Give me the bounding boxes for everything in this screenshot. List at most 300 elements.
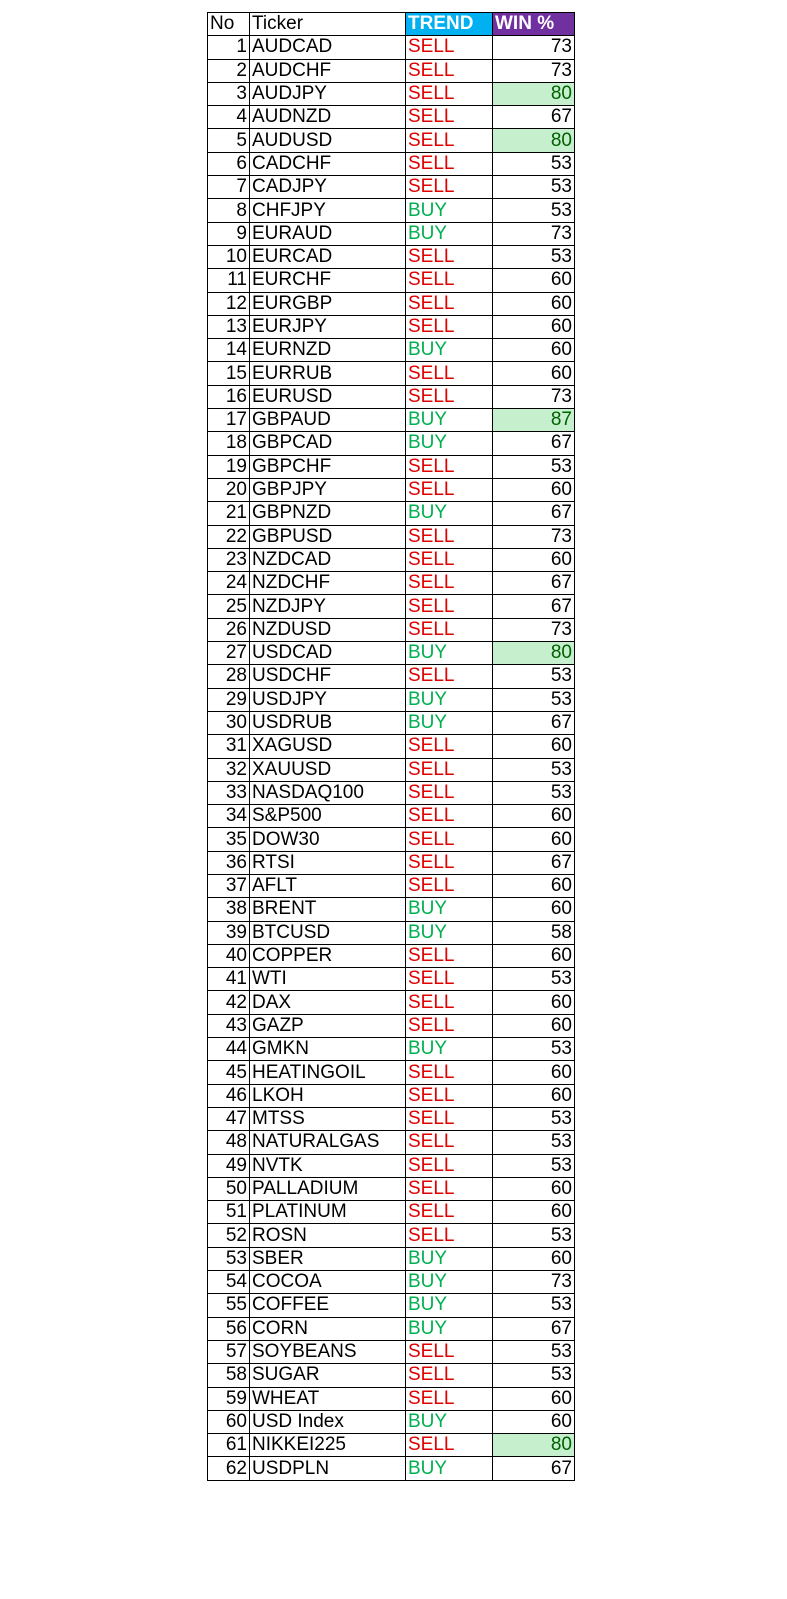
table-row [208, 665, 575, 688]
trend-cell: SELL [406, 1364, 493, 1387]
trend-cell: BUY [406, 688, 493, 711]
row-number: 1 [208, 36, 250, 59]
table-row [208, 874, 575, 897]
table-row [208, 385, 575, 408]
trend-cell: SELL [406, 1061, 493, 1084]
trend-cell: SELL [406, 362, 493, 385]
row-number: 23 [208, 548, 250, 571]
table-row [208, 1247, 575, 1270]
trend-cell: SELL [406, 1131, 493, 1154]
ticker-cell: CHFJPY [250, 199, 406, 222]
row-number: 14 [208, 339, 250, 362]
trend-cell: SELL [406, 59, 493, 82]
trend-cell: SELL [406, 1014, 493, 1037]
trend-cell: SELL [406, 36, 493, 59]
win-percent-cell: 60 [493, 1201, 575, 1224]
win-percent-cell: 87 [493, 409, 575, 432]
table-row [208, 805, 575, 828]
table-row [208, 1224, 575, 1247]
table-row [208, 222, 575, 245]
ticker-cell: NATURALGAS [250, 1131, 406, 1154]
win-percent-cell: 60 [493, 898, 575, 921]
trend-cell: SELL [406, 82, 493, 105]
win-percent-cell: 73 [493, 222, 575, 245]
win-percent-cell: 60 [493, 805, 575, 828]
ticker-cell: NZDJPY [250, 595, 406, 618]
trend-cell: SELL [406, 1434, 493, 1457]
win-percent-cell: 67 [493, 711, 575, 734]
table-row [208, 409, 575, 432]
ticker-cell: WTI [250, 968, 406, 991]
ticker-cell: USD Index [250, 1410, 406, 1433]
ticker-cell: GBPUSD [250, 525, 406, 548]
win-percent-cell: 60 [493, 1387, 575, 1410]
table-row [208, 1364, 575, 1387]
table-row [208, 1410, 575, 1433]
row-number: 21 [208, 502, 250, 525]
table-row [208, 106, 575, 129]
row-number: 58 [208, 1364, 250, 1387]
row-number: 47 [208, 1107, 250, 1130]
row-number: 44 [208, 1038, 250, 1061]
win-percent-cell: 67 [493, 432, 575, 455]
row-number: 59 [208, 1387, 250, 1410]
row-number: 18 [208, 432, 250, 455]
table-row [208, 688, 575, 711]
trend-cell: BUY [406, 1038, 493, 1061]
ticker-cell: HEATINGOIL [250, 1061, 406, 1084]
trend-cell: SELL [406, 595, 493, 618]
row-number: 24 [208, 572, 250, 595]
table-row [208, 432, 575, 455]
row-number: 11 [208, 269, 250, 292]
row-number: 38 [208, 898, 250, 921]
win-percent-cell: 53 [493, 455, 575, 478]
ticker-cell: EURGBP [250, 292, 406, 315]
trend-cell: SELL [406, 152, 493, 175]
win-percent-cell: 67 [493, 106, 575, 129]
trend-cell: SELL [406, 572, 493, 595]
trend-cell: SELL [406, 245, 493, 268]
row-number: 35 [208, 828, 250, 851]
table-row [208, 129, 575, 152]
ticker-cell: XAUUSD [250, 758, 406, 781]
signals-table [207, 12, 575, 1481]
row-number: 28 [208, 665, 250, 688]
win-percent-cell: 60 [493, 991, 575, 1014]
row-number: 46 [208, 1084, 250, 1107]
ticker-cell: USDCAD [250, 642, 406, 665]
trend-cell: BUY [406, 339, 493, 362]
ticker-cell: USDRUB [250, 711, 406, 734]
trend-cell: SELL [406, 1201, 493, 1224]
win-percent-cell: 73 [493, 525, 575, 548]
row-number: 8 [208, 199, 250, 222]
table-row [208, 991, 575, 1014]
table-row [208, 595, 575, 618]
row-number: 3 [208, 82, 250, 105]
win-percent-cell: 60 [493, 1061, 575, 1084]
row-number: 9 [208, 222, 250, 245]
row-number: 37 [208, 874, 250, 897]
row-number: 55 [208, 1294, 250, 1317]
win-percent-cell: 53 [493, 1131, 575, 1154]
ticker-cell: ROSN [250, 1224, 406, 1247]
table-row [208, 1201, 575, 1224]
ticker-cell: NZDUSD [250, 618, 406, 641]
ticker-cell: AUDCAD [250, 36, 406, 59]
row-number: 52 [208, 1224, 250, 1247]
ticker-cell: USDPLN [250, 1457, 406, 1480]
row-number: 25 [208, 595, 250, 618]
table-row [208, 642, 575, 665]
win-percent-cell: 60 [493, 735, 575, 758]
row-number: 20 [208, 478, 250, 501]
trend-cell: SELL [406, 781, 493, 804]
win-percent-cell: 53 [493, 1224, 575, 1247]
trend-cell: SELL [406, 968, 493, 991]
win-percent-cell: 53 [493, 1038, 575, 1061]
trend-cell: BUY [406, 1247, 493, 1270]
ticker-cell: DOW30 [250, 828, 406, 851]
table-row [208, 1061, 575, 1084]
table-row [208, 292, 575, 315]
ticker-cell: BTCUSD [250, 921, 406, 944]
ticker-cell: SBER [250, 1247, 406, 1270]
win-percent-cell: 53 [493, 176, 575, 199]
table-row [208, 548, 575, 571]
row-number: 5 [208, 129, 250, 152]
row-number: 12 [208, 292, 250, 315]
trend-cell: SELL [406, 1154, 493, 1177]
ticker-cell: NASDAQ100 [250, 781, 406, 804]
table-row [208, 898, 575, 921]
trend-cell: SELL [406, 176, 493, 199]
table-row [208, 315, 575, 338]
trend-cell: SELL [406, 525, 493, 548]
win-percent-cell: 80 [493, 129, 575, 152]
trend-cell: SELL [406, 665, 493, 688]
trend-cell: BUY [406, 1457, 493, 1480]
table-row [208, 1107, 575, 1130]
table-row [208, 851, 575, 874]
row-number: 36 [208, 851, 250, 874]
trend-cell: SELL [406, 1340, 493, 1363]
table-row [208, 362, 575, 385]
ticker-cell: USDJPY [250, 688, 406, 711]
win-percent-cell: 67 [493, 1317, 575, 1340]
table-row [208, 269, 575, 292]
row-number: 10 [208, 245, 250, 268]
win-percent-cell: 58 [493, 921, 575, 944]
trend-cell: SELL [406, 106, 493, 129]
row-number: 17 [208, 409, 250, 432]
win-percent-cell: 80 [493, 642, 575, 665]
table-row [208, 1014, 575, 1037]
trend-cell: SELL [406, 735, 493, 758]
row-number: 29 [208, 688, 250, 711]
row-number: 40 [208, 944, 250, 967]
win-percent-cell: 53 [493, 758, 575, 781]
ticker-cell: S&P500 [250, 805, 406, 828]
table-body [208, 36, 575, 1480]
ticker-cell: USDCHF [250, 665, 406, 688]
win-percent-cell: 67 [493, 1457, 575, 1480]
row-number: 57 [208, 1340, 250, 1363]
table-row [208, 478, 575, 501]
trend-cell: SELL [406, 944, 493, 967]
row-number: 27 [208, 642, 250, 665]
win-percent-cell: 53 [493, 245, 575, 268]
trend-cell: SELL [406, 1107, 493, 1130]
row-number: 42 [208, 991, 250, 1014]
row-number: 4 [208, 106, 250, 129]
win-percent-cell: 73 [493, 1271, 575, 1294]
header-trend: TREND [406, 13, 493, 36]
ticker-cell: GAZP [250, 1014, 406, 1037]
win-percent-cell: 67 [493, 572, 575, 595]
trend-cell: SELL [406, 758, 493, 781]
trend-cell: SELL [406, 548, 493, 571]
row-number: 61 [208, 1434, 250, 1457]
ticker-cell: AUDCHF [250, 59, 406, 82]
ticker-cell: NZDCHF [250, 572, 406, 595]
trend-cell: BUY [406, 1410, 493, 1433]
table-row [208, 921, 575, 944]
row-number: 49 [208, 1154, 250, 1177]
table-row [208, 245, 575, 268]
trend-cell: SELL [406, 991, 493, 1014]
table-row [208, 339, 575, 362]
ticker-cell: PALLADIUM [250, 1177, 406, 1200]
trend-cell: BUY [406, 1294, 493, 1317]
trend-cell: SELL [406, 874, 493, 897]
ticker-cell: CADJPY [250, 176, 406, 199]
row-number: 26 [208, 618, 250, 641]
table-row [208, 618, 575, 641]
trend-cell: SELL [406, 455, 493, 478]
row-number: 60 [208, 1410, 250, 1433]
table-row [208, 59, 575, 82]
trend-cell: SELL [406, 129, 493, 152]
ticker-cell: RTSI [250, 851, 406, 874]
ticker-cell: GBPCHF [250, 455, 406, 478]
win-percent-cell: 53 [493, 665, 575, 688]
ticker-cell: EURJPY [250, 315, 406, 338]
ticker-cell: COFFEE [250, 1294, 406, 1317]
row-number: 33 [208, 781, 250, 804]
ticker-cell: GBPNZD [250, 502, 406, 525]
ticker-cell: AUDNZD [250, 106, 406, 129]
ticker-cell: GBPAUD [250, 409, 406, 432]
table-row [208, 758, 575, 781]
table-row [208, 152, 575, 175]
row-number: 2 [208, 59, 250, 82]
table-row [208, 944, 575, 967]
table-row [208, 1294, 575, 1317]
table-row [208, 1131, 575, 1154]
win-percent-cell: 60 [493, 269, 575, 292]
win-percent-cell: 80 [493, 1434, 575, 1457]
table-row [208, 572, 575, 595]
trend-cell: BUY [406, 1271, 493, 1294]
row-number: 51 [208, 1201, 250, 1224]
win-percent-cell: 53 [493, 1154, 575, 1177]
table-row [208, 1317, 575, 1340]
trend-cell: BUY [406, 409, 493, 432]
row-number: 15 [208, 362, 250, 385]
win-percent-cell: 53 [493, 152, 575, 175]
ticker-cell: COPPER [250, 944, 406, 967]
ticker-cell: PLATINUM [250, 1201, 406, 1224]
table-row [208, 502, 575, 525]
row-number: 32 [208, 758, 250, 781]
trend-cell: SELL [406, 385, 493, 408]
ticker-cell: SUGAR [250, 1364, 406, 1387]
table-row [208, 781, 575, 804]
row-number: 30 [208, 711, 250, 734]
win-percent-cell: 60 [493, 362, 575, 385]
table-row [208, 1457, 575, 1480]
win-percent-cell: 67 [493, 595, 575, 618]
win-percent-cell: 67 [493, 851, 575, 874]
win-percent-cell: 60 [493, 828, 575, 851]
win-percent-cell: 60 [493, 1177, 575, 1200]
trend-cell: BUY [406, 921, 493, 944]
table-row [208, 1038, 575, 1061]
row-number: 19 [208, 455, 250, 478]
table-row [208, 1271, 575, 1294]
row-number: 50 [208, 1177, 250, 1200]
ticker-cell: EURCAD [250, 245, 406, 268]
table-row [208, 1084, 575, 1107]
ticker-cell: GBPCAD [250, 432, 406, 455]
table-row [208, 82, 575, 105]
ticker-cell: CADCHF [250, 152, 406, 175]
ticker-cell: GBPJPY [250, 478, 406, 501]
table-row [208, 828, 575, 851]
win-percent-cell: 53 [493, 781, 575, 804]
ticker-cell: NZDCAD [250, 548, 406, 571]
row-number: 62 [208, 1457, 250, 1480]
win-percent-cell: 60 [493, 315, 575, 338]
table-row [208, 735, 575, 758]
table-row [208, 1434, 575, 1457]
ticker-cell: WHEAT [250, 1387, 406, 1410]
ticker-cell: SOYBEANS [250, 1340, 406, 1363]
trend-cell: BUY [406, 1317, 493, 1340]
win-percent-cell: 53 [493, 1340, 575, 1363]
ticker-cell: NVTK [250, 1154, 406, 1177]
table-row [208, 199, 575, 222]
table-row [208, 711, 575, 734]
trend-cell: BUY [406, 898, 493, 921]
trend-cell: SELL [406, 478, 493, 501]
table-row [208, 1387, 575, 1410]
trend-cell: SELL [406, 1224, 493, 1247]
ticker-cell: LKOH [250, 1084, 406, 1107]
table-row [208, 1177, 575, 1200]
row-number: 56 [208, 1317, 250, 1340]
trend-cell: SELL [406, 292, 493, 315]
trend-cell: BUY [406, 222, 493, 245]
win-percent-cell: 60 [493, 1247, 575, 1270]
ticker-cell: GMKN [250, 1038, 406, 1061]
header-ticker: Ticker [250, 13, 406, 36]
table-row [208, 36, 575, 59]
trend-cell: SELL [406, 618, 493, 641]
trend-cell: SELL [406, 1177, 493, 1200]
row-number: 31 [208, 735, 250, 758]
win-percent-cell: 73 [493, 36, 575, 59]
row-number: 48 [208, 1131, 250, 1154]
row-number: 43 [208, 1014, 250, 1037]
ticker-cell: EURCHF [250, 269, 406, 292]
ticker-cell: MTSS [250, 1107, 406, 1130]
header-no: No [208, 13, 250, 36]
trend-cell: SELL [406, 315, 493, 338]
win-percent-cell: 60 [493, 339, 575, 362]
win-percent-cell: 60 [493, 292, 575, 315]
row-number: 54 [208, 1271, 250, 1294]
win-percent-cell: 73 [493, 385, 575, 408]
ticker-cell: COCOA [250, 1271, 406, 1294]
row-number: 7 [208, 176, 250, 199]
trend-cell: SELL [406, 851, 493, 874]
table-row [208, 1340, 575, 1363]
table-row [208, 968, 575, 991]
win-percent-cell: 60 [493, 1014, 575, 1037]
ticker-cell: EURNZD [250, 339, 406, 362]
win-percent-cell: 60 [493, 944, 575, 967]
trend-cell: BUY [406, 199, 493, 222]
trend-cell: SELL [406, 1084, 493, 1107]
win-percent-cell: 80 [493, 82, 575, 105]
win-percent-cell: 53 [493, 968, 575, 991]
row-number: 16 [208, 385, 250, 408]
win-percent-cell: 60 [493, 874, 575, 897]
ticker-cell: EURRUB [250, 362, 406, 385]
table-row [208, 525, 575, 548]
ticker-cell: AFLT [250, 874, 406, 897]
table-row [208, 1154, 575, 1177]
row-number: 39 [208, 921, 250, 944]
table-row [208, 455, 575, 478]
ticker-cell: DAX [250, 991, 406, 1014]
win-percent-cell: 60 [493, 548, 575, 571]
row-number: 41 [208, 968, 250, 991]
trend-cell: SELL [406, 269, 493, 292]
win-percent-cell: 53 [493, 199, 575, 222]
ticker-cell: EURUSD [250, 385, 406, 408]
trend-cell: BUY [406, 502, 493, 525]
header-row [208, 13, 575, 36]
ticker-cell: AUDJPY [250, 82, 406, 105]
ticker-cell: XAGUSD [250, 735, 406, 758]
row-number: 22 [208, 525, 250, 548]
win-percent-cell: 73 [493, 618, 575, 641]
table-row [208, 176, 575, 199]
row-number: 13 [208, 315, 250, 338]
ticker-cell: NIKKEI225 [250, 1434, 406, 1457]
trend-cell: SELL [406, 828, 493, 851]
row-number: 45 [208, 1061, 250, 1084]
trend-cell: SELL [406, 1387, 493, 1410]
ticker-cell: AUDUSD [250, 129, 406, 152]
row-number: 53 [208, 1247, 250, 1270]
win-percent-cell: 60 [493, 1410, 575, 1433]
win-percent-cell: 53 [493, 1364, 575, 1387]
